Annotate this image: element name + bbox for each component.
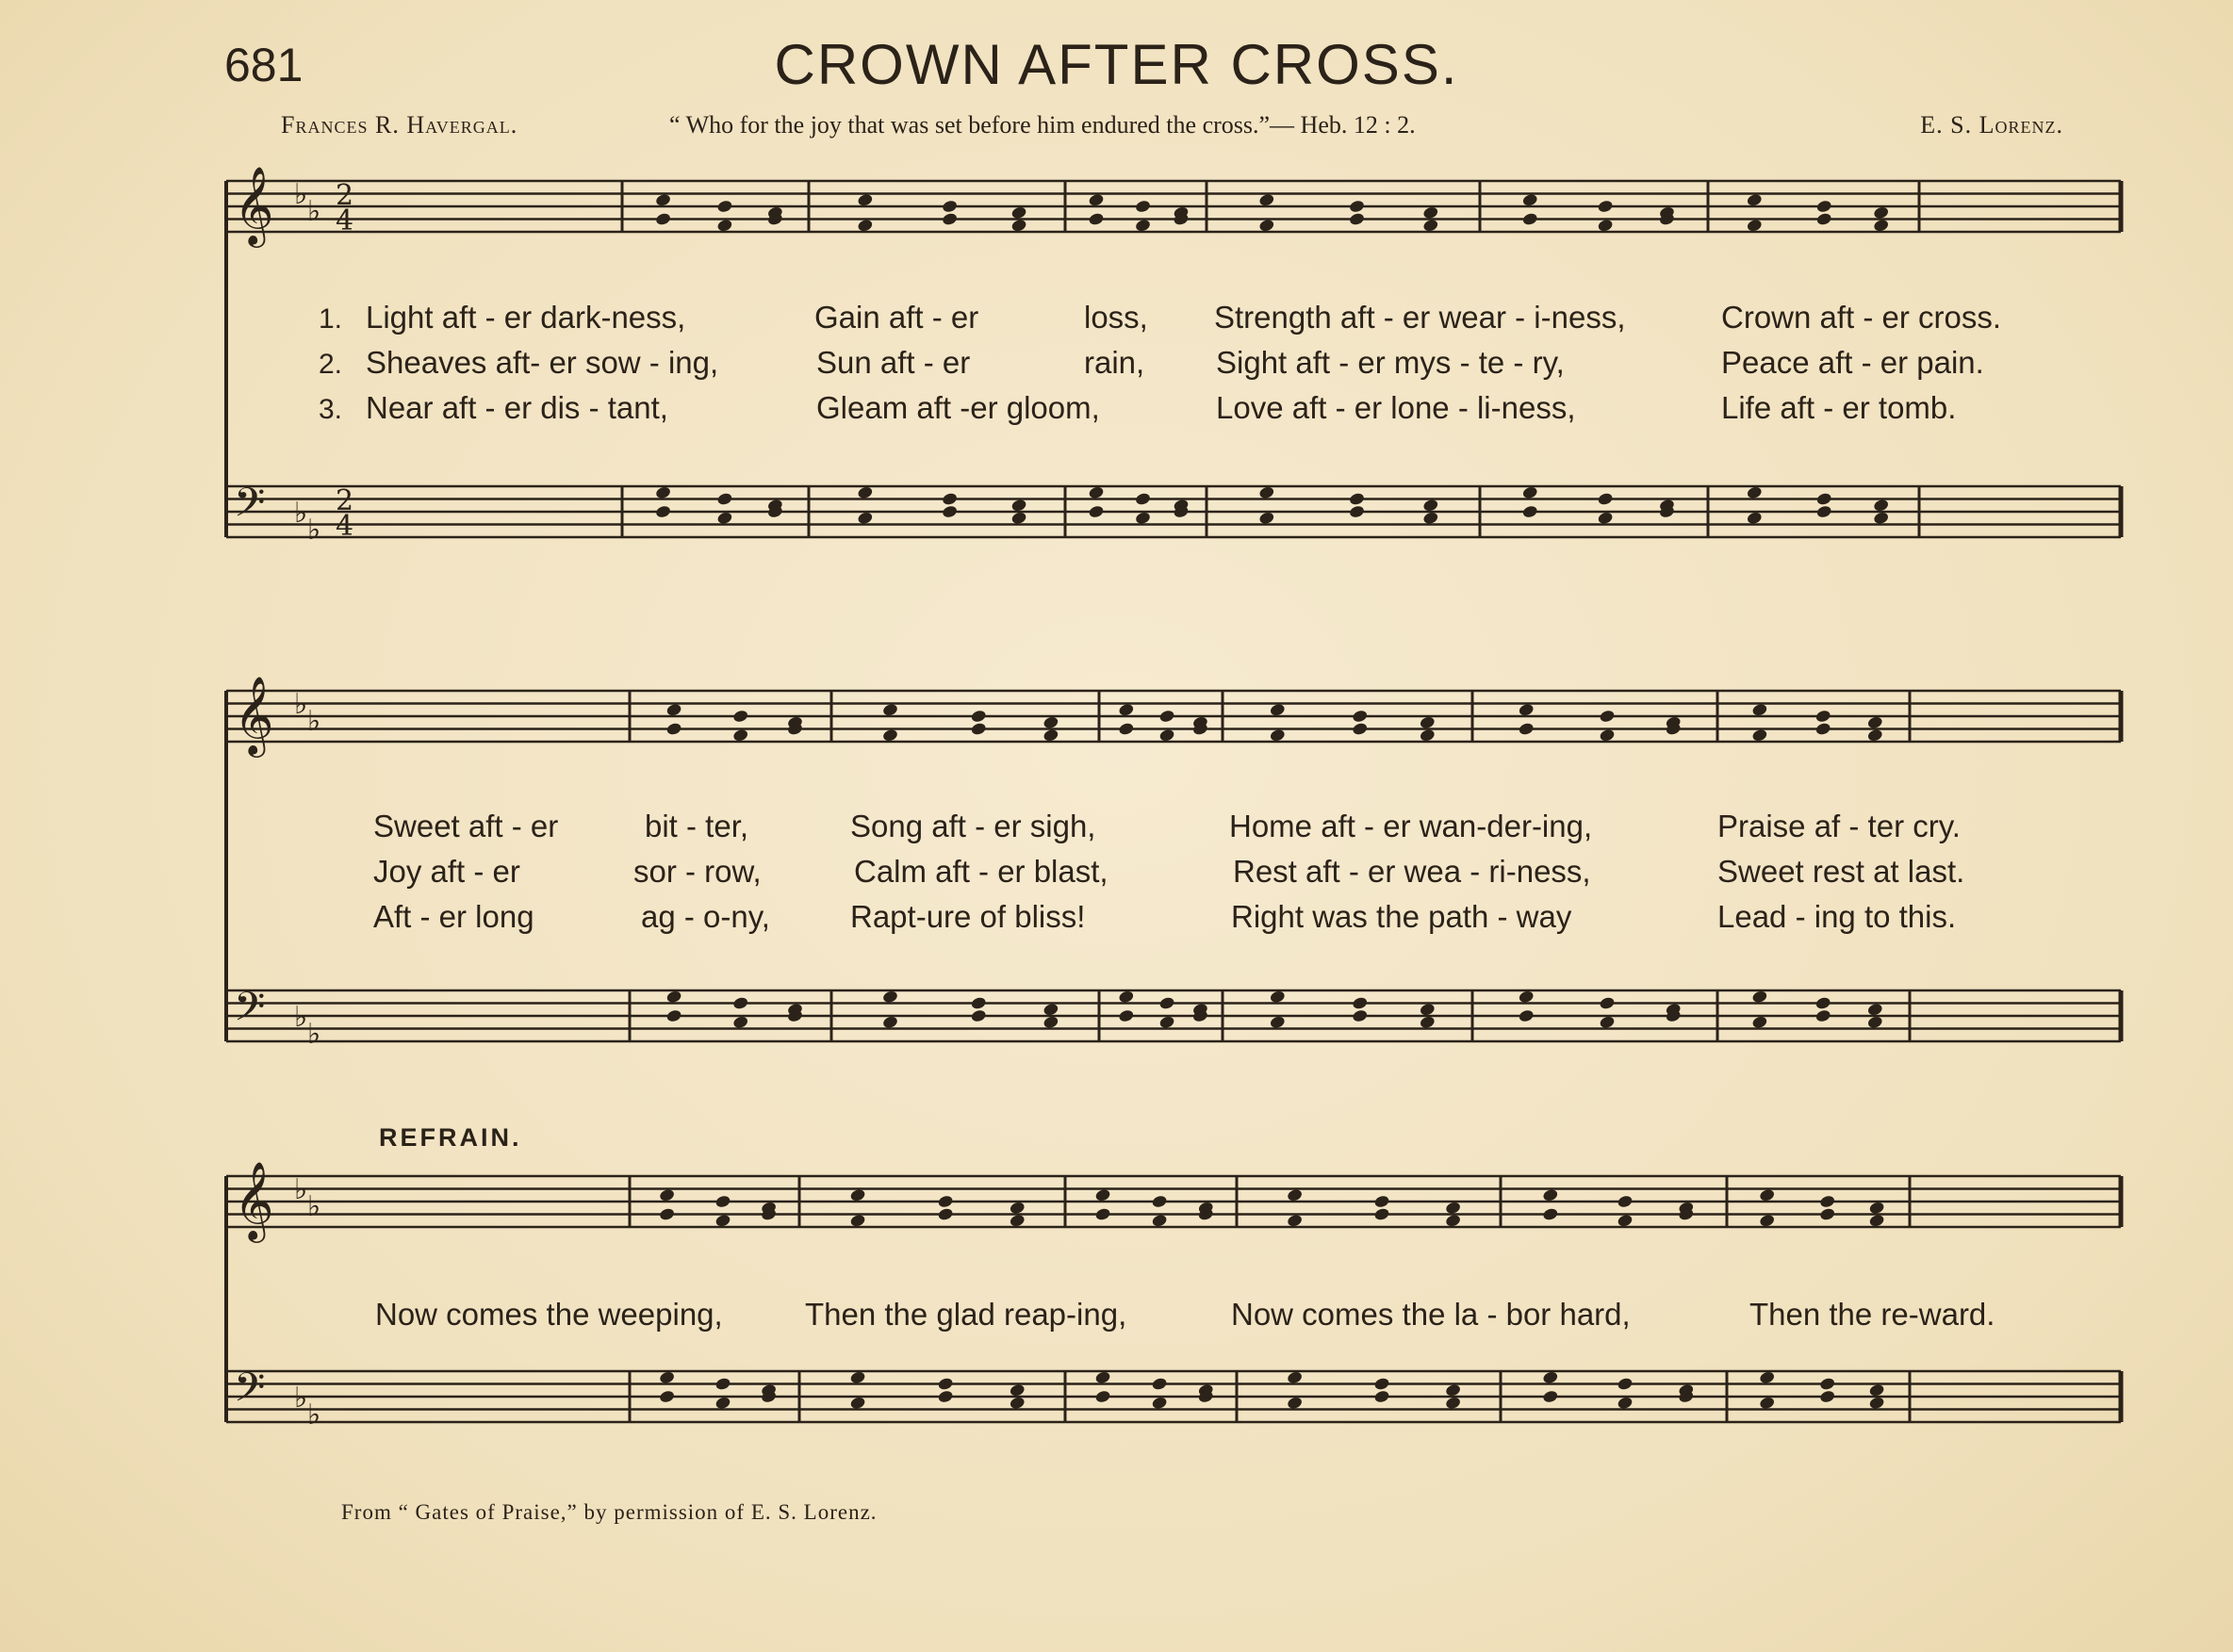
note-head [1158, 1015, 1175, 1029]
note-head [1617, 1377, 1634, 1391]
note-head [1010, 511, 1027, 525]
lyric-s1-v1-b: Gain aft - er [814, 300, 979, 335]
note-head [1158, 709, 1175, 723]
note-head [1373, 1389, 1390, 1403]
flat-sign-icon: ♭ [307, 514, 321, 547]
lyric-s1-v1-a: Light aft - er dark-ness, [366, 300, 686, 335]
note-head [1866, 1015, 1883, 1029]
note-head [1819, 1377, 1836, 1391]
note-head [716, 219, 733, 233]
note-head [1746, 193, 1763, 207]
note-head [665, 1008, 682, 1022]
lyric-s2-v2-d: Rest aft - er wea - ri-ness, [1233, 854, 1591, 889]
permission-footnote: From “ Gates of Praise,” by permission of E. S. Lorenz. [341, 1500, 878, 1524]
note-head [849, 1370, 866, 1384]
note-head [1542, 1370, 1559, 1384]
note-head [1518, 722, 1535, 736]
lyric-s2-v3-a: Aft - er long [373, 899, 534, 934]
lyric-s2-v1-c: Song aft - er sigh, [850, 809, 1096, 843]
note-head [849, 1214, 866, 1228]
note-head [1814, 722, 1831, 736]
note-head [1088, 193, 1105, 207]
flat-sign-icon: ♭ [307, 195, 321, 228]
note-head [1419, 715, 1436, 729]
note-head [1759, 1370, 1776, 1384]
lyric-s1-v1-d: Strength aft - er wear - i-ness, [1214, 300, 1626, 335]
note-head [716, 492, 733, 506]
lyric-s1-v3-a: Near aft - er dis - tant, [366, 390, 668, 425]
note-head [882, 728, 899, 743]
note-head [857, 193, 874, 207]
flat-sign-icon: ♭ [294, 1382, 308, 1415]
note-head [849, 1188, 866, 1202]
note-head [942, 504, 959, 518]
note-head [1518, 1008, 1535, 1022]
note-head [1759, 1396, 1776, 1410]
note-head [1518, 703, 1535, 717]
note-head [1866, 728, 1883, 743]
note-head [942, 492, 959, 506]
note-head [1521, 193, 1538, 207]
note-head [1597, 199, 1614, 213]
note-head [1258, 193, 1275, 207]
flat-sign-icon: ♭ [307, 705, 321, 738]
note-head [1599, 996, 1616, 1010]
note-head [937, 1207, 954, 1221]
note-head [659, 1207, 676, 1221]
note-head [1287, 1370, 1304, 1384]
note-head [1868, 1201, 1885, 1215]
note-head [732, 728, 749, 743]
note-head [714, 1396, 731, 1410]
time-signature-bottom: 4 [336, 510, 354, 543]
note-head [942, 199, 959, 213]
note-head [659, 1188, 676, 1202]
note-head [1118, 722, 1135, 736]
note-head [1349, 504, 1366, 518]
lyric-s2-v3-e: Lead - ing to this. [1717, 899, 1957, 934]
lyric-s2-v1-d: Home aft - er wan-der-ing, [1229, 809, 1593, 843]
refrain-lyric-b: Then the glad reap-ing, [805, 1297, 1127, 1332]
note-head [857, 219, 874, 233]
note-head [1118, 1008, 1135, 1022]
note-head [655, 504, 672, 518]
note-head [1746, 511, 1763, 525]
note-head [1759, 1188, 1776, 1202]
lyric-s1-v3-d: Love aft - er lone - li-ness, [1216, 390, 1576, 425]
lyric-s1-v3-e: Life aft - er tomb. [1721, 390, 1957, 425]
note-head [1088, 212, 1105, 226]
note-head [1422, 499, 1439, 513]
note-head [882, 703, 899, 717]
flat-sign-icon: ♭ [307, 1398, 321, 1431]
lyric-s2-v1-e: Praise af - ter cry. [1717, 809, 1961, 843]
note-head [1599, 728, 1616, 743]
note-head [882, 990, 899, 1004]
note-head [1746, 485, 1763, 499]
lyric-s2-v2-c: Calm aft - er blast, [854, 854, 1108, 889]
verse-number-1: 1. [319, 303, 343, 335]
note-head [1010, 205, 1027, 220]
note-head [1422, 205, 1439, 220]
note-head [1617, 1194, 1634, 1208]
note-head [1873, 205, 1890, 220]
note-head [1873, 511, 1890, 525]
note-head [1094, 1207, 1111, 1221]
note-head [970, 1008, 987, 1022]
note-head [1135, 511, 1152, 525]
note-head [849, 1396, 866, 1410]
note-head [1815, 212, 1832, 226]
note-head [1422, 511, 1439, 525]
lyric-s1-v1-c: loss, [1084, 300, 1148, 335]
note-head [1043, 715, 1059, 729]
note-head [1815, 199, 1832, 213]
note-head [970, 722, 987, 736]
treble-clef-icon: 𝄞 [234, 165, 274, 244]
note-head [1258, 219, 1275, 233]
flat-sign-icon: ♭ [307, 1190, 321, 1223]
note-head [1419, 728, 1436, 743]
note-head [1819, 1207, 1836, 1221]
note-head [1009, 1214, 1026, 1228]
note-head [714, 1214, 731, 1228]
note-head [1419, 1015, 1436, 1029]
note-head [1135, 199, 1152, 213]
note-head [665, 722, 682, 736]
note-head [1814, 996, 1831, 1010]
note-head [1873, 499, 1890, 513]
lyric-s1-v2-a: Sheaves aft- er sow - ing, [366, 345, 719, 380]
note-head [1419, 1003, 1436, 1017]
lyric-s1-v3-b: Gleam aft -er gloom, [816, 390, 1100, 425]
note-head [1751, 990, 1768, 1004]
note-head [1868, 1383, 1885, 1398]
note-head [1151, 1194, 1168, 1208]
note-head [1118, 703, 1135, 717]
note-head [1258, 485, 1275, 499]
flat-sign-icon: ♭ [294, 497, 308, 530]
note-head [655, 485, 672, 499]
note-head [1814, 1008, 1831, 1022]
bass-clef-icon: 𝄢 [234, 480, 266, 536]
lyric-s1-v2-e: Peace aft - er pain. [1721, 345, 1984, 380]
flat-sign-icon: ♭ [294, 1001, 308, 1034]
note-head [1759, 1214, 1776, 1228]
scripture-epigraph: “ Who for the joy that was set before him endured the cross.”— Heb. 12 : 2. [669, 111, 1416, 139]
note-head [1094, 1389, 1111, 1403]
note-head [1819, 1389, 1836, 1403]
note-head [1751, 703, 1768, 717]
refrain-lyric-d: Then the re-ward. [1749, 1297, 1995, 1332]
note-head [1597, 492, 1614, 506]
note-head [1151, 1396, 1168, 1410]
hymn-title: CROWN AFTER CROSS. [774, 33, 1459, 96]
treble-clef-icon: 𝄞 [234, 1160, 274, 1239]
note-head [1352, 996, 1369, 1010]
note-head [732, 1015, 749, 1029]
note-head [1010, 219, 1027, 233]
note-head [1815, 504, 1832, 518]
note-head [1352, 722, 1369, 736]
note-head [1445, 1214, 1462, 1228]
flat-sign-icon: ♭ [294, 1173, 308, 1206]
note-head [1094, 1188, 1111, 1202]
note-head [1009, 1201, 1026, 1215]
lyric-s2-v2-b: sor - row, [633, 854, 762, 889]
note-head [1151, 1377, 1168, 1391]
note-head [1373, 1377, 1390, 1391]
note-head [1866, 715, 1883, 729]
note-head [1866, 1003, 1883, 1017]
note-head [1597, 219, 1614, 233]
note-head [1422, 219, 1439, 233]
note-head [1617, 1214, 1634, 1228]
time-signature-top: 2 [336, 179, 354, 212]
time-signature-bottom: 4 [336, 204, 354, 237]
note-head [1269, 728, 1286, 743]
note-head [1599, 709, 1616, 723]
note-head [1746, 219, 1763, 233]
note-head [1518, 990, 1535, 1004]
note-head [857, 511, 874, 525]
note-head [1043, 728, 1059, 743]
lyric-s1-v1-e: Crown aft - er cross. [1721, 300, 2002, 335]
note-head [1373, 1194, 1390, 1208]
lyric-s2-v3-b: ag - o-ny, [641, 899, 770, 934]
flat-sign-icon: ♭ [294, 178, 308, 211]
note-head [1258, 511, 1275, 525]
note-head [1873, 219, 1890, 233]
lyric-s1-v2-c: rain, [1084, 345, 1145, 380]
lyric-s1-v2-d: Sight aft - er mys - te - ry, [1216, 345, 1565, 380]
lyric-s2-v3-d: Right was the path - way [1231, 899, 1572, 934]
note-head [1521, 504, 1538, 518]
note-head [1349, 492, 1366, 506]
note-head [937, 1389, 954, 1403]
note-head [937, 1377, 954, 1391]
note-head [1094, 1370, 1111, 1384]
note-head [1118, 990, 1135, 1004]
note-head [1521, 485, 1538, 499]
note-head [659, 1370, 676, 1384]
note-head [659, 1389, 676, 1403]
note-head [1352, 1008, 1369, 1022]
note-head [1868, 1396, 1885, 1410]
note-head [1597, 511, 1614, 525]
note-head [1445, 1201, 1462, 1215]
note-head [1352, 709, 1369, 723]
bass-clef-icon: 𝄢 [234, 984, 266, 1040]
note-head [970, 996, 987, 1010]
note-head [882, 1015, 899, 1029]
note-head [1542, 1188, 1559, 1202]
refrain-label: REFRAIN. [379, 1123, 522, 1152]
note-head [716, 199, 733, 213]
note-head [1815, 492, 1832, 506]
note-head [1287, 1396, 1304, 1410]
note-head [655, 212, 672, 226]
note-head [1445, 1383, 1462, 1398]
note-head [1819, 1194, 1836, 1208]
note-head [1542, 1207, 1559, 1221]
note-head [1751, 728, 1768, 743]
note-head [1158, 728, 1175, 743]
verse-number-2: 2. [319, 349, 343, 380]
note-head [716, 511, 733, 525]
note-head [732, 996, 749, 1010]
note-head [1151, 1214, 1168, 1228]
bass-clef-icon: 𝄢 [234, 1365, 266, 1421]
note-head [714, 1377, 731, 1391]
note-head [665, 990, 682, 1004]
note-head [1349, 212, 1366, 226]
refrain-lyric-c: Now comes the la - bor hard, [1231, 1297, 1631, 1332]
note-head [732, 709, 749, 723]
note-head [1287, 1188, 1304, 1202]
note-head [857, 485, 874, 499]
flat-sign-icon: ♭ [294, 688, 308, 721]
note-head [1445, 1396, 1462, 1410]
note-head [1009, 1383, 1026, 1398]
note-head [1269, 703, 1286, 717]
lyric-s2-v1-b: bit - ter, [645, 809, 749, 843]
note-head [1349, 199, 1366, 213]
lyric-s2-v2-a: Joy aft - er [373, 854, 520, 889]
note-head [655, 193, 672, 207]
note-head [665, 703, 682, 717]
note-head [1814, 709, 1831, 723]
note-head [1158, 996, 1175, 1010]
note-head [1269, 990, 1286, 1004]
time-signature-top: 2 [336, 484, 354, 517]
note-head [1088, 485, 1105, 499]
lyric-s2-v1-a: Sweet aft - er [373, 809, 559, 843]
treble-clef-icon: 𝄞 [234, 675, 274, 754]
note-head [1868, 1214, 1885, 1228]
note-head [942, 212, 959, 226]
hymn-number: 681 [224, 39, 304, 91]
note-head [1521, 212, 1538, 226]
lyric-s2-v2-e: Sweet rest at last. [1717, 854, 1965, 889]
note-head [1751, 1015, 1768, 1029]
note-head [970, 709, 987, 723]
note-head [1373, 1207, 1390, 1221]
note-head [1135, 492, 1152, 506]
note-head [1088, 504, 1105, 518]
note-head [937, 1194, 954, 1208]
note-head [1599, 1015, 1616, 1029]
note-head [1287, 1214, 1304, 1228]
note-head [1542, 1389, 1559, 1403]
flat-sign-icon: ♭ [307, 1018, 321, 1051]
note-head [1269, 1015, 1286, 1029]
note-head [1135, 219, 1152, 233]
lyric-s1-v2-b: Sun aft - er [816, 345, 971, 380]
note-head [1010, 499, 1027, 513]
note-head [714, 1194, 731, 1208]
lyric-s2-v3-c: Rapt-ure of bliss! [850, 899, 1086, 934]
verse-number-3: 3. [319, 394, 343, 425]
author-credit: Frances R. Havergal. [281, 111, 518, 139]
note-head [1009, 1396, 1026, 1410]
refrain-lyric-a: Now comes the weeping, [375, 1297, 723, 1332]
composer-credit: E. S. Lorenz. [1920, 111, 2063, 139]
note-head [1617, 1396, 1634, 1410]
note-head [1043, 1003, 1059, 1017]
note-head [1043, 1015, 1059, 1029]
